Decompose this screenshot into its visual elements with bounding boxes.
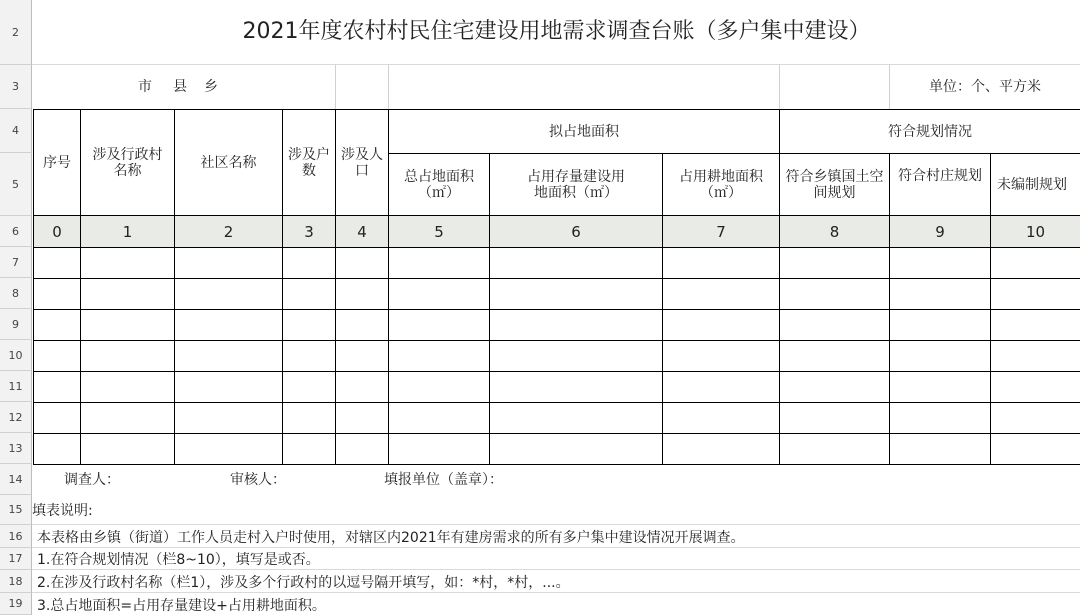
header-stock-area-text: 占用存量建设用地面积（㎡） xyxy=(527,168,625,201)
header-plan-town[interactable] xyxy=(779,153,890,216)
row-number[interactable]: 19 xyxy=(0,593,32,615)
note-line[interactable]: 3.总占地面积=占用存量建设+占用耕地面积。 xyxy=(37,597,326,614)
county-label[interactable]: 县 xyxy=(173,79,187,95)
header-plan-town-text: 符合乡镇国土空间规划 xyxy=(785,168,884,201)
header-plan-group[interactable]: 符合规划情况 xyxy=(779,109,1080,154)
header-population-text: 涉及人口 xyxy=(341,146,383,179)
row-number[interactable]: 13 xyxy=(0,433,32,464)
col-index[interactable]: 8 xyxy=(779,215,890,248)
header-seq-text: 序号 xyxy=(43,154,71,171)
note-line[interactable]: 2.在涉及行政村名称（栏1），涉及多个行政村的以逗号隔开填写，如：*村，*村，...。 xyxy=(37,574,570,591)
header-plan-none[interactable]: 未编制规划 xyxy=(990,153,1080,216)
sheet-title[interactable]: 2021年度农村村民住宅建设用地需求调查台账（多户集中建设） xyxy=(242,19,871,44)
row-number[interactable]: 7 xyxy=(0,247,32,278)
row-number[interactable]: 14 xyxy=(0,464,32,495)
header-community[interactable]: 社区名称 xyxy=(174,109,283,216)
row-number[interactable]: 9 xyxy=(0,309,32,340)
row-number[interactable]: 3 xyxy=(0,65,32,109)
row-number[interactable]: 2 xyxy=(0,0,32,65)
header-population[interactable] xyxy=(335,109,389,216)
col-index[interactable]: 4 xyxy=(335,215,389,248)
row-number[interactable]: 16 xyxy=(0,525,32,548)
col-index[interactable]: 2 xyxy=(174,215,283,248)
investigator-label[interactable]: 调查人： xyxy=(64,472,120,488)
city-label[interactable]: 市 xyxy=(138,79,152,95)
col-index[interactable]: 6 xyxy=(489,215,663,248)
col-index[interactable]: 9 xyxy=(889,215,991,248)
col-index[interactable]: 7 xyxy=(662,215,780,248)
header-stock-area[interactable] xyxy=(489,153,663,216)
notes-heading[interactable]: 填表说明: xyxy=(32,503,93,519)
note-line[interactable]: 1.在符合规划情况（栏8~10），填写是或否。 xyxy=(37,551,320,568)
township-label[interactable]: 乡 xyxy=(204,79,218,95)
row-number[interactable]: 15 xyxy=(0,495,32,525)
note-line[interactable]: 本表格由乡镇（街道）工作人员走村入户时使用，对辖区内2021年有建房需求的所有多户集中建设情况开展调查。 xyxy=(37,529,745,546)
row-number[interactable]: 5 xyxy=(0,153,32,216)
reviewer-label[interactable]: 审核人： xyxy=(230,472,286,488)
unit-label[interactable]: 单位：个、平方米 xyxy=(929,79,1041,95)
header-farm-area-text: 占用耕地面积（㎡） xyxy=(679,168,763,201)
col-index[interactable]: 3 xyxy=(282,215,336,248)
unit-seal-label[interactable]: 填报单位（盖章）： xyxy=(384,472,503,488)
header-households-text: 涉及户数 xyxy=(288,146,330,179)
row-number[interactable]: 4 xyxy=(0,109,32,153)
header-farm-area[interactable] xyxy=(662,153,780,216)
row-number[interactable]: 6 xyxy=(0,216,32,247)
col-index[interactable]: 1 xyxy=(80,215,175,248)
row-number[interactable]: 18 xyxy=(0,570,32,593)
header-seq[interactable] xyxy=(33,109,81,216)
header-land-group[interactable]: 拟占地面积 xyxy=(388,109,780,154)
row-number[interactable]: 12 xyxy=(0,402,32,433)
row-number[interactable]: 10 xyxy=(0,340,32,371)
row-number[interactable]: 17 xyxy=(0,548,32,570)
header-village[interactable] xyxy=(80,109,175,216)
header-total-area-text: 总占地面积（㎡） xyxy=(404,168,474,201)
header-village-text: 涉及行政村名称 xyxy=(92,146,163,179)
col-index[interactable]: 0 xyxy=(33,215,81,248)
header-households[interactable] xyxy=(282,109,336,216)
header-total-area[interactable] xyxy=(388,153,490,216)
col-index[interactable]: 10 xyxy=(990,215,1080,248)
col-index[interactable]: 5 xyxy=(388,215,490,248)
row-number[interactable]: 11 xyxy=(0,371,32,402)
row-number[interactable]: 8 xyxy=(0,278,32,309)
header-plan-village[interactable]: 符合村庄规划 xyxy=(889,153,991,216)
